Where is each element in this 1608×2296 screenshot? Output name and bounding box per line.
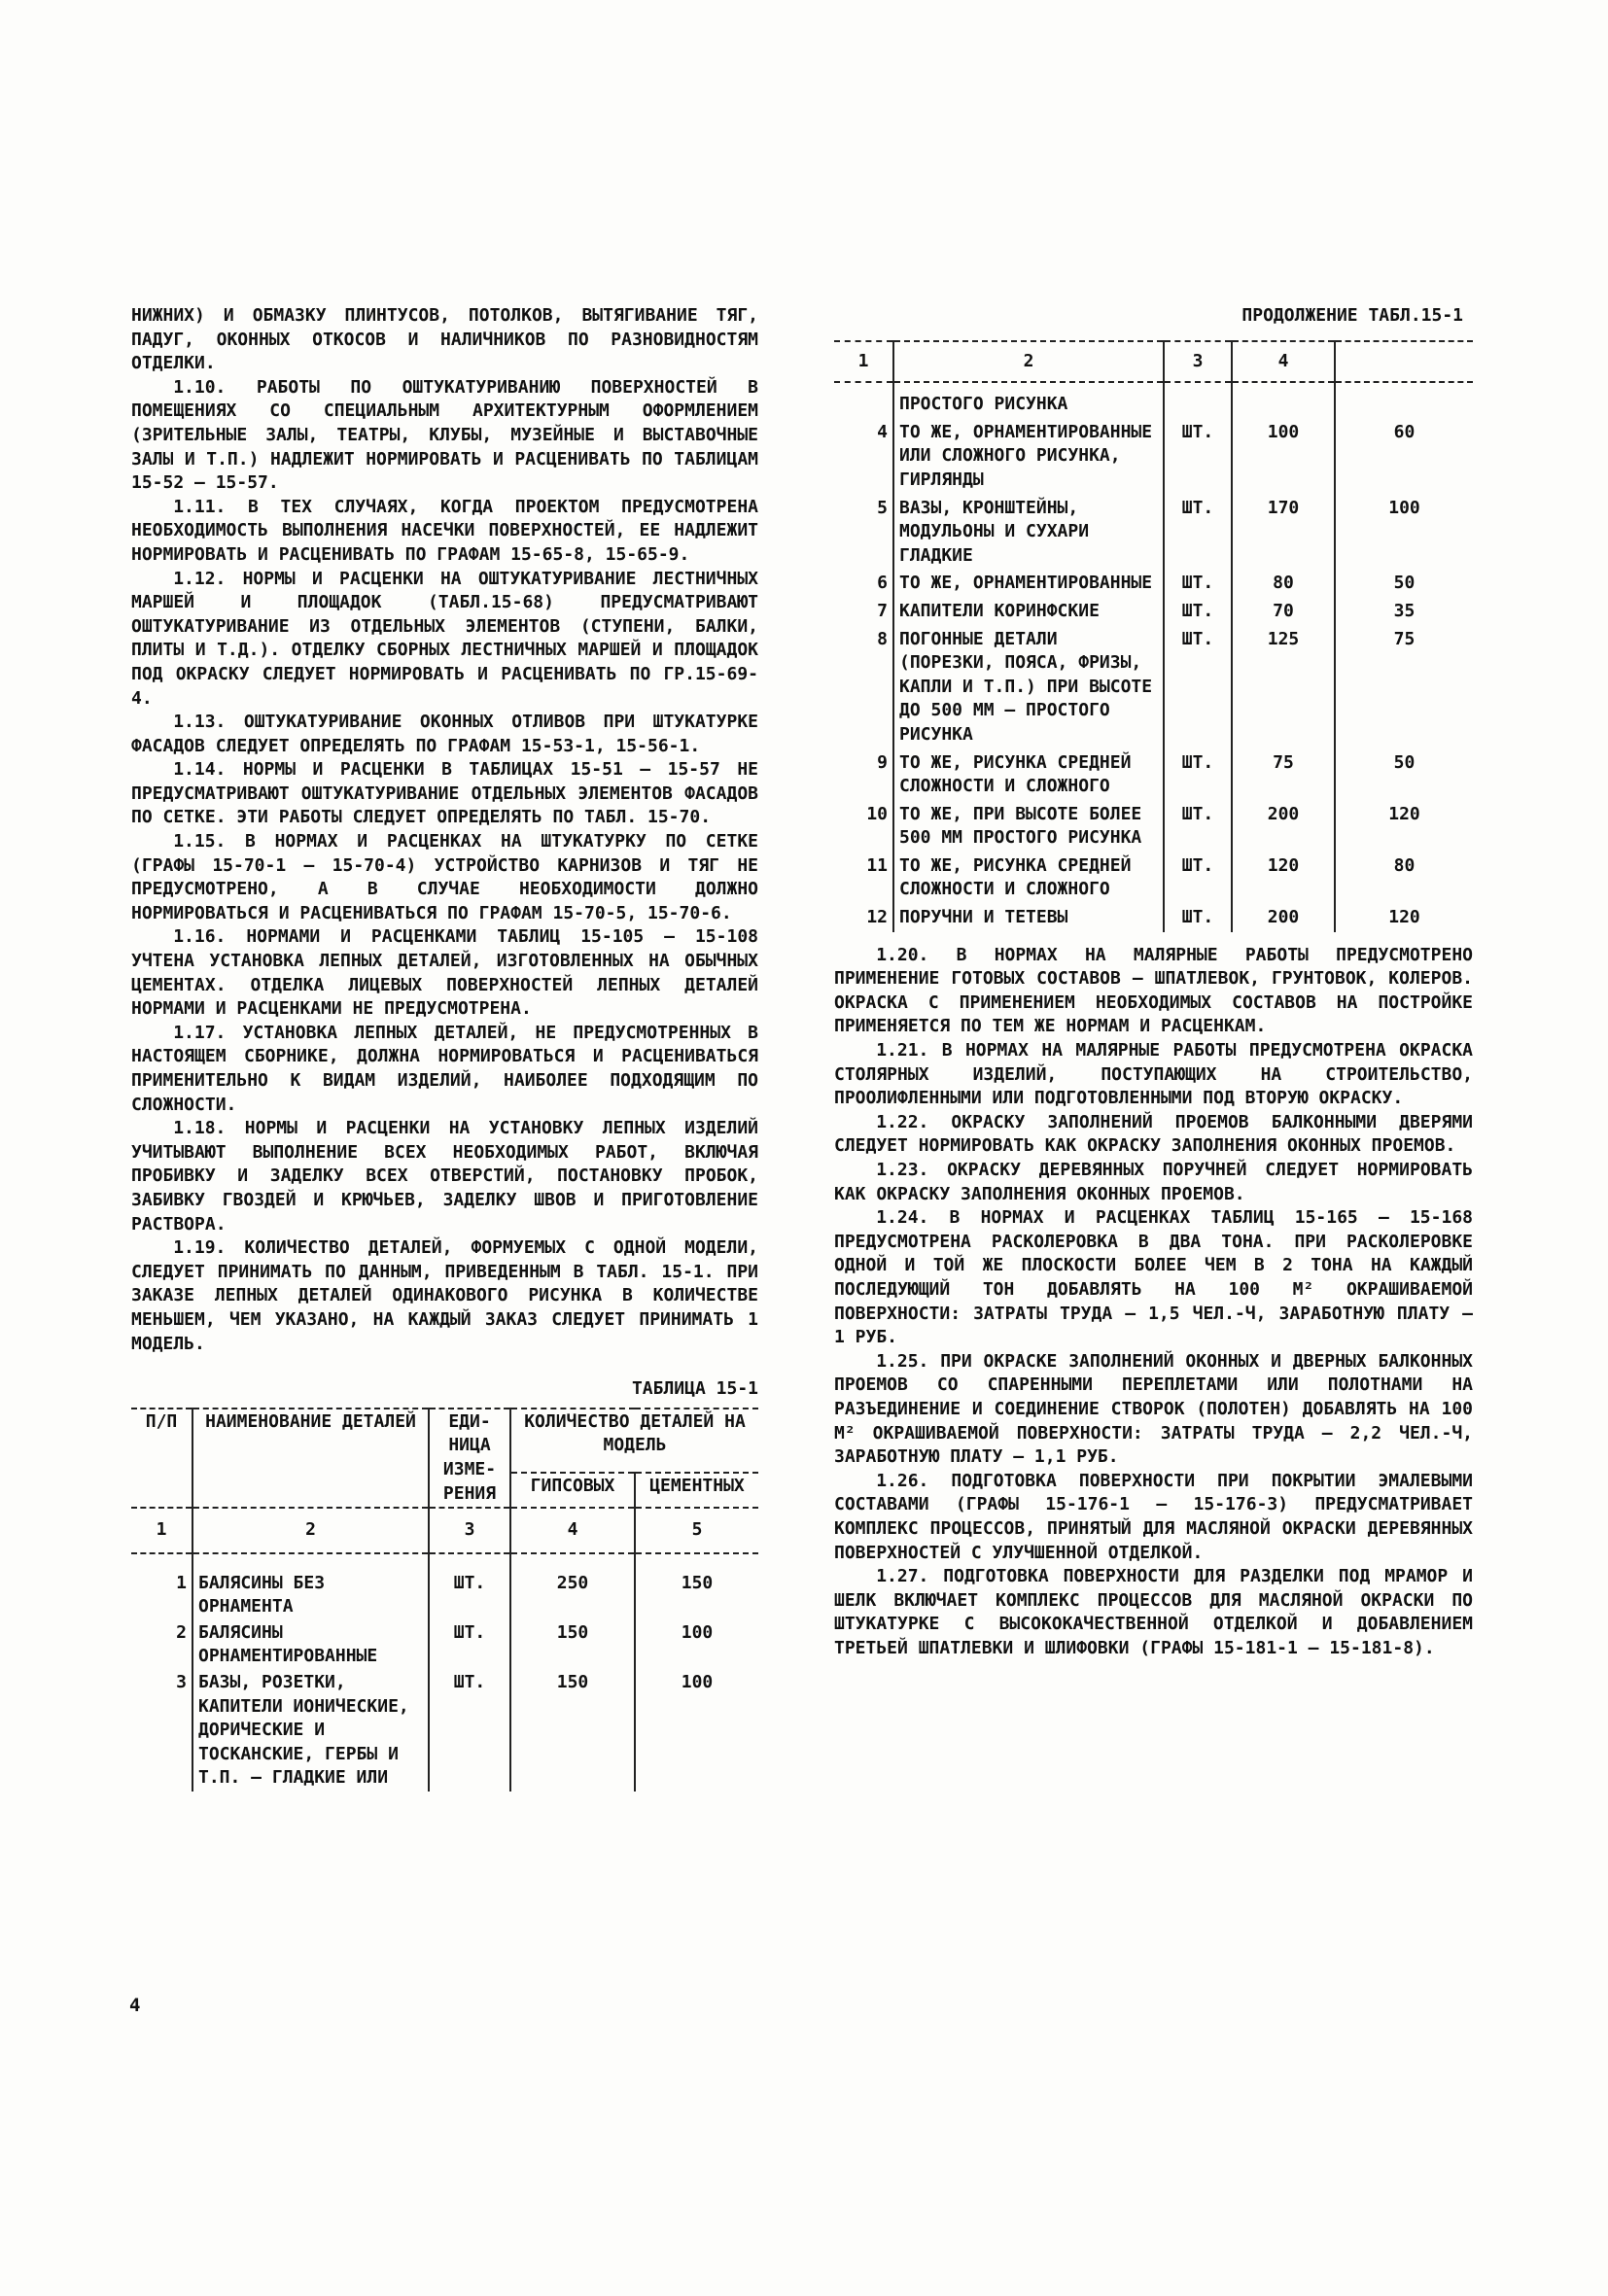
- row-num: 4: [877, 421, 888, 442]
- col-number: 3: [1164, 341, 1232, 383]
- row-name: БАЗЫ, РОЗЕТКИ, КАПИТЕЛИ ИОНИЧЕСКИЕ, ДОРИЧЕСКИЕ И ТОСКАНСКИЕ, ГЕРБЫ И Т.П. – ГЛАДКИЕ ИЛИ: [192, 1670, 429, 1792]
- paragraph-1-19: 1.19. КОЛИЧЕСТВО ДЕТАЛЕЙ, ФОРМУЕМЫХ С ОДНОЙ МОДЕЛИ, СЛЕДУЕТ ПРИНИМАТЬ ПО ДАННЫМ, ПРИВЕДЕННЫМ В ТАБЛ. 15-1. ПРИ ЗАКАЗЕ ЛЕПНЫХ ДЕТАЛЕЙ ОДИНАКОВОГО РИСУНКА В КОЛИЧЕСТВЕ МЕНЬШЕМ, ЧЕМ УКАЗАНО, НА КАЖДЫЙ ЗАКАЗ СЛЕДУЕТ ПРИНИМАТЬ 1 МОДЕЛЬ.: [131, 1237, 758, 1354]
- left-column: [131, 304, 758, 1792]
- row-num: [834, 382, 893, 419]
- paragraph-1-12: 1.12. НОРМЫ И РАСЦЕНКИ НА ОШТУКАТУРИВАНИЕ ЛЕСТНИЧНЫХ МАРШЕЙ И ПЛОЩАДОК (ТАБЛ.15-68) ПРЕДУСМАТРИВАЮТ ОШТУКАТУРИВАНИЕ ИЗ ОТДЕЛЬНЫХ ЭЛЕМЕНТОВ (СТУПЕНИ, БАЛКИ, ПЛИТЫ И Т.Д.). ОТДЕЛКУ СБОРНЫХ ЛЕСТНИЧНЫХ МАРШЕЙ И ПЛОЩАДОК ПОД ОКРАСКУ СЛЕДУЕТ НОРМИРОВАТЬ И РАСЦЕНИВАТЬ ПО ГР.15-69-4.: [131, 568, 758, 709]
- row-num: 11: [866, 854, 888, 876]
- table-row: [834, 749, 1473, 801]
- table-title: ТАБЛИЦА 15-1: [631, 1378, 758, 1400]
- row-cem: 60: [1335, 419, 1473, 495]
- row-name: БАЛЯСИНЫ БЕЗ ОРНАМЕНТА: [192, 1553, 429, 1620]
- row-cem: 35: [1335, 598, 1473, 626]
- row-cem: 100: [635, 1620, 758, 1670]
- row-cem: 150: [635, 1553, 758, 1620]
- paragraph-1-21: 1.21. В НОРМАХ НА МАЛЯРНЫЕ РАБОТЫ ПРЕДУСМОТРЕНА ОКРАСКА СТОЛЯРНЫХ ИЗДЕЛИЙ, ПОСТУПАЮЩИХ НА СТРОИТЕЛЬСТВО, ПРООЛИФЛЕННЫМИ ИЛИ ПОДГОТОВЛЕННЫМИ ПОД ВТОРУЮ ОКРАСКУ.: [834, 1040, 1473, 1109]
- header-unit: ЕДИ-НИЦА ИЗМЕ-РЕНИЯ: [429, 1409, 510, 1508]
- row-name: ПОРУЧНИ И ТЕТЕВЫ: [893, 904, 1164, 932]
- header-gyps: ГИПСОВЫХ: [510, 1473, 635, 1508]
- paragraph-1-10: 1.10. РАБОТЫ ПО ОШТУКАТУРИВАНИЮ ПОВЕРХНОСТЕЙ В ПОМЕЩЕНИЯХ СО СПЕЦИАЛЬНЫМ АРХИТЕКТУРНЫМ ОФОРМЛЕНИЕМ (ЗРИТЕЛЬНЫЕ ЗАЛЫ, ТЕАТРЫ, КЛУБЫ, МУЗЕЙНЫЕ И ВЫСТАВОЧНЫЕ ЗАЛЫ И Т.П.) НАДЛЕЖИТ НОРМИРОВАТЬ И РАСЦЕНИВАТЬ ПО ТАБЛИЦАМ 15-52 – 15-57.: [131, 376, 758, 494]
- paragraph-1-13: 1.13. ОШТУКАТУРИВАНИЕ ОКОННЫХ ОТЛИВОВ ПРИ ШТУКАТУРКЕ ФАСАДОВ СЛЕДУЕТ ОПРЕДЕЛЯТЬ ПО ГРАФАМ 15-53-1, 15-56-1.: [131, 712, 758, 756]
- row-gyps: 200: [1232, 904, 1335, 932]
- row-name: ВАЗЫ, КРОНШТЕЙНЫ, МОДУЛЬОНЫ И СУХАРИ ГЛАДКИЕ: [893, 495, 1164, 571]
- col-number: 1: [131, 1508, 192, 1553]
- row-gyps: 150: [510, 1670, 635, 1792]
- paragraph-1-17: 1.17. УСТАНОВКА ЛЕПНЫХ ДЕТАЛЕЙ, НЕ ПРЕДУСМОТРЕННЫХ В НАСТОЯЩЕМ СБОРНИКЕ, ДОЛЖНА НОРМИРОВАТЬСЯ И РАСЦЕНИВАТЬСЯ ПРИМЕНИТЕЛЬНО К ВИДАМ ИЗДЕЛИЙ, НАИБОЛЕЕ ПОДХОДЯЩИМ ПО СЛОЖНОСТИ.: [131, 1022, 758, 1115]
- paragraph-1-16: 1.16. НОРМАМИ И РАСЦЕНКАМИ ТАБЛИЦ 15-105 – 15-108 УЧТЕНА УСТАНОВКА ЛЕПНЫХ ДЕТАЛЕЙ, ИЗГОТОВЛЕННЫХ НА ОБЫЧНЫХ ЦЕМЕНТАХ. ОТДЕЛКА ЛИЦЕВЫХ ПОВЕРХНОСТЕЙ ЛЕПНЫХ ДЕТАЛЕЙ НОРМАМИ И РАСЦЕНКАМИ НЕ ПРЕДУСМОТРЕНА.: [131, 926, 758, 1020]
- paragraph-1-18: 1.18. НОРМЫ И РАСЦЕНКИ НА УСТАНОВКУ ЛЕПНЫХ ИЗДЕЛИЙ УЧИТЫВАЮТ ВЫПОЛНЕНИЕ ВСЕХ НЕОБХОДИМЫХ РАБОТ, ВКЛЮЧАЯ ПРОБИВКУ И ЗАДЕЛКУ ВСЕХ ОТВЕРСТИЙ, ПОСТАНОВКУ ПРОБОК, ЗАБИВКУ ГВОЗДЕЙ И КРЮЧЬЕВ, ЗАДЕЛКУ ШВОВ И ПРИГОТОВЛЕНИЕ РАСТВОРА.: [131, 1118, 758, 1235]
- header-qty: КОЛИЧЕСТВО ДЕТАЛЕЙ НА МОДЕЛЬ: [510, 1409, 758, 1474]
- paragraph-1-25: 1.25. ПРИ ОКРАСКЕ ЗАПОЛНЕНИЙ ОКОННЫХ И ДВЕРНЫХ БАЛКОННЫХ ПРОЕМОВ СО СПАРЕННЫМИ ПЕРЕПЛЕТАМИ ИЛИ ПОЛОТНАМИ НА РАЗЪЕДИНЕНИЕ И СОЕДИНЕНИЕ СТВОРОК (ПОЛОТЕН) ДОБАВЛЯТЬ НА 100 М² ОКРАШИВАЕМОЙ ПОВЕРХНОСТИ: ЗАТРАТЫ ТРУДА – 2,2 ЧЕЛ.-Ч, ЗАРАБОТНУЮ ПЛАТУ – 1,1 РУБ.: [834, 1350, 1473, 1468]
- row-num: 7: [877, 600, 888, 621]
- table-row: [834, 570, 1473, 598]
- col-number: 5: [635, 1508, 758, 1553]
- row-unit: ШТ.: [1164, 801, 1232, 852]
- row-unit: ШТ.: [429, 1620, 510, 1670]
- table-row: [834, 904, 1473, 932]
- row-gyps: 125: [1232, 626, 1335, 749]
- col-number-empty: [1335, 341, 1473, 383]
- row-cem: 100: [1335, 495, 1473, 571]
- row-name: ТО ЖЕ, ОРНАМЕНТИРОВАННЫЕ ИЛИ СЛОЖНОГО РИСУНКА, ГИРЛЯНДЫ: [893, 419, 1164, 495]
- paragraph-1-27: 1.27. ПОДГОТОВКА ПОВЕРХНОСТИ ДЛЯ РАЗДЕЛКИ ПОД МРАМОР И ШЕЛК ВКЛЮЧАЕТ КОМПЛЕКС ПРОЦЕССОВ ДЛЯ МАСЛЯНОЙ ОКРАСКИ ПО ШТУКАТУРКЕ С ВЫСОКОКАЧЕСТВЕННОЙ ОТДЕЛКОЙ И ДОБАВЛЕНИЕМ ТРЕТЬЕЙ ШПАТЛЕВКИ И ШЛИФОВКИ (ГРАФЫ 15-181-1 – 15-181-8).: [834, 1566, 1473, 1658]
- paragraph-1-20: 1.20. В НОРМАХ НА МАЛЯРНЫЕ РАБОТЫ ПРЕДУСМОТРЕНО ПРИМЕНЕНИЕ ГОТОВЫХ СОСТАВОВ – ШПАТЛЕВОК, ГРУНТОВОК, КОЛЕРОВ. ОКРАСКА С ПРИМЕНЕНИЕМ НЕОБХОДИМЫХ СОСТАВОВ НА ПОСТРОЙКЕ ПРИМЕНЯЕТСЯ ПО ТЕМ ЖЕ НОРМАМ И РАСЦЕНКАМ.: [834, 944, 1473, 1037]
- paragraph-1-26: 1.26. ПОДГОТОВКА ПОВЕРХНОСТИ ПРИ ПОКРЫТИИ ЭМАЛЕВЫМИ СОСТАВАМИ (ГРАФЫ 15-176-1 – 15-176-3) ПРЕДУСМАТРИВАЕТ КОМПЛЕКС ПРОЦЕССОВ, ПРИНЯТЫЙ ДЛЯ МАСЛЯНОЙ ОКРАСКИ ДЕРЕВЯННЫХ ПОВЕРХНОСТЕЙ С УЛУЧШЕННОЙ ОТДЕЛКОЙ.: [834, 1470, 1473, 1563]
- row-gyps: [1232, 382, 1335, 419]
- row-cem: 100: [635, 1670, 758, 1792]
- row-num: 10: [866, 803, 888, 824]
- row-cem: 120: [1335, 801, 1473, 852]
- row-cem: 120: [1335, 904, 1473, 932]
- row-num: 5: [877, 497, 888, 518]
- header-num: П/П: [131, 1409, 192, 1508]
- table-row: [131, 1670, 758, 1792]
- row-unit: ШТ.: [429, 1670, 510, 1792]
- row-name: ТО ЖЕ, РИСУНКА СРЕДНЕЙ СЛОЖНОСТИ И СЛОЖНОГО: [893, 749, 1164, 801]
- row-unit: ШТ.: [1164, 570, 1232, 598]
- row-gyps: 80: [1232, 570, 1335, 598]
- paragraph-1-24: 1.24. В НОРМАХ И РАСЦЕНКАХ ТАБЛИЦ 15-165 – 15-168 ПРЕДУСМОТРЕНА РАСКОЛЕРОВКА В ДВА ТОНА. ПРИ РАСКОЛЕРОВКЕ ОДНОЙ И ТОЙ ЖЕ ПЛОСКОСТИ БОЛЕЕ ЧЕМ В 2 ТОНА НА КАЖДЫЙ ПОСЛЕДУЮЩИЙ ТОН ДОБАВЛЯТЬ НА 100 М² ОКРАШИВАЕМОЙ ПОВЕРХНОСТИ: ЗАТРАТЫ ТРУДА – 1,5 ЧЕЛ.-Ч, ЗАРАБОТНУЮ ПЛАТУ – 1 РУБ.: [834, 1207, 1473, 1348]
- paragraph-1-11: 1.11. В ТЕХ СЛУЧАЯХ, КОГДА ПРОЕКТОМ ПРЕДУСМОТРЕНА НЕОБХОДИМОСТЬ ВЫПОЛНЕНИЯ НАСЕЧКИ ПОВЕРХНОСТЕЙ, ЕЕ НАДЛЕЖИТ НОРМИРОВАТЬ И РАСЦЕНИВАТЬ ПО ГРАФАМ 15-65-8, 15-65-9.: [131, 496, 758, 565]
- row-name: ТО ЖЕ, ПРИ ВЫСОТЕ БОЛЕЕ 500 ММ ПРОСТОГО РИСУНКА: [893, 801, 1164, 852]
- row-gyps: 150: [510, 1620, 635, 1670]
- paragraph-1-14: 1.14. НОРМЫ И РАСЦЕНКИ В ТАБЛИЦАХ 15-51 – 15-57 НЕ ПРЕДУСМАТРИВАЮТ ОШТУКАТУРИВАНИЕ ОТДЕЛЬНЫХ ЭЛЕМЕНТОВ ФАСАДОВ ПО СЕТКЕ. ЭТИ РАБОТЫ СЛЕДУЕТ ОПРЕДЕЛЯТЬ ПО ТАБЛ. 15-70.: [131, 759, 758, 828]
- row-num: 3: [176, 1672, 187, 1693]
- header-cem: ЦЕМЕНТНЫХ: [635, 1473, 758, 1508]
- row-unit: ШТ.: [1164, 598, 1232, 626]
- paragraph-1-23: 1.23. ОКРАСКУ ДЕРЕВЯННЫХ ПОРУЧНЕЙ СЛЕДУЕТ НОРМИРОВАТЬ КАК ОКРАСКУ ЗАПОЛНЕНИЯ ОКОННЫХ ПРОЕМОВ.: [834, 1160, 1473, 1204]
- row-gyps: 70: [1232, 598, 1335, 626]
- table-row: [834, 626, 1473, 749]
- row-unit: ШТ.: [1164, 852, 1232, 904]
- row-num: 12: [866, 907, 888, 928]
- details-table: [131, 1408, 758, 1792]
- row-unit: ШТ.: [1164, 749, 1232, 801]
- row-name: ПОГОННЫЕ ДЕТАЛИ (ПОРЕЗКИ, ПОЯСА, ФРИЗЫ, КАПЛИ И Т.П.) ПРИ ВЫСОТЕ ДО 500 ММ – ПРОСТОГО РИСУНКА: [893, 626, 1164, 749]
- header-name: НАИМЕНОВАНИЕ ДЕТАЛЕЙ: [192, 1409, 429, 1508]
- row-cem: [1335, 382, 1473, 419]
- col-number: 4: [1232, 341, 1335, 383]
- col-number: 3: [429, 1508, 510, 1553]
- table-row: [834, 419, 1473, 495]
- row-cem: 80: [1335, 852, 1473, 904]
- row-num: 2: [176, 1621, 187, 1643]
- table-row: [834, 852, 1473, 904]
- table-row: [131, 1620, 758, 1670]
- col-number: 1: [834, 341, 893, 383]
- row-name: ТО ЖЕ, РИСУНКА СРЕДНЕЙ СЛОЖНОСТИ И СЛОЖНОГО: [893, 852, 1164, 904]
- table-row: [131, 1553, 758, 1620]
- paragraph-1-15: 1.15. В НОРМАХ И РАСЦЕНКАХ НА ШТУКАТУРКУ ПО СЕТКЕ (ГРАФЫ 15-70-1 – 15-70-4) УСТРОЙСТВО КАРНИЗОВ И ТЯГ НЕ ПРЕДУСМОТРЕНО, А В СЛУЧАЕ НЕОБХОДИМОСТИ ДОЛЖНО НОРМИРОВАТЬСЯ И РАСЦЕНИВАТЬСЯ ПО ГРАФАМ 15-70-5, 15-70-6.: [131, 831, 758, 923]
- row-gyps: 170: [1232, 495, 1335, 571]
- row-cem: 75: [1335, 626, 1473, 749]
- row-cem: 50: [1335, 570, 1473, 598]
- paragraph: НИЖНИХ) И ОБМАЗКУ ПЛИНТУСОВ, ПОТОЛКОВ, ВЫТЯГИВАНИЕ ТЯГ, ПАДУГ, ОКОННЫХ ОТКОСОВ И НАЛИЧНИКОВ ПО РАЗНОВИДНОСТЯМ ОТДЕЛКИ.: [131, 305, 758, 374]
- col-number: 2: [192, 1508, 429, 1553]
- row-unit: ШТ.: [1164, 495, 1232, 571]
- row-unit: [1164, 382, 1232, 419]
- paragraph-1-22: 1.22. ОКРАСКУ ЗАПОЛНЕНИЙ ПРОЕМОВ БАЛКОННЫМИ ДВЕРЯМИ СЛЕДУЕТ НОРМИРОВАТЬ КАК ОКРАСКУ ЗАПОЛНЕНИЯ ОКОННЫХ ПРОЕМОВ.: [834, 1111, 1473, 1157]
- col-number: 2: [893, 341, 1164, 383]
- row-unit: ШТ.: [1164, 904, 1232, 932]
- row-name: БАЛЯСИНЫ ОРНАМЕНТИРОВАННЫЕ: [192, 1620, 429, 1670]
- table-row: [834, 495, 1473, 571]
- row-num: 1: [176, 1572, 187, 1593]
- row-unit: ШТ.: [1164, 626, 1232, 749]
- row-num: 8: [877, 628, 888, 649]
- col-number: 4: [510, 1508, 635, 1553]
- table-row: [834, 382, 1473, 419]
- row-gyps: 200: [1232, 801, 1335, 852]
- spacer: [834, 932, 1473, 944]
- row-name: КАПИТЕЛИ КОРИНФСКИЕ: [893, 598, 1164, 626]
- row-name: ТО ЖЕ, ОРНАМЕНТИРОВАННЫЕ: [893, 570, 1164, 598]
- table-row: [834, 801, 1473, 852]
- row-unit: ШТ.: [1164, 419, 1232, 495]
- row-cem: 50: [1335, 749, 1473, 801]
- row-name: ПРОСТОГО РИСУНКА: [893, 382, 1164, 419]
- row-gyps: 120: [1232, 852, 1335, 904]
- details-table-continued: [834, 340, 1473, 932]
- row-gyps: 75: [1232, 749, 1335, 801]
- row-gyps: 100: [1232, 419, 1335, 495]
- row-unit: ШТ.: [429, 1553, 510, 1620]
- table-row: [834, 598, 1473, 626]
- page-number: 4: [129, 1995, 141, 2016]
- row-num: 9: [877, 751, 888, 773]
- continuation-title: ПРОДОЛЖЕНИЕ ТАБЛ.15-1: [1241, 305, 1463, 326]
- row-num: 6: [877, 573, 888, 594]
- right-column: [834, 304, 1473, 1660]
- row-gyps: 250: [510, 1553, 635, 1620]
